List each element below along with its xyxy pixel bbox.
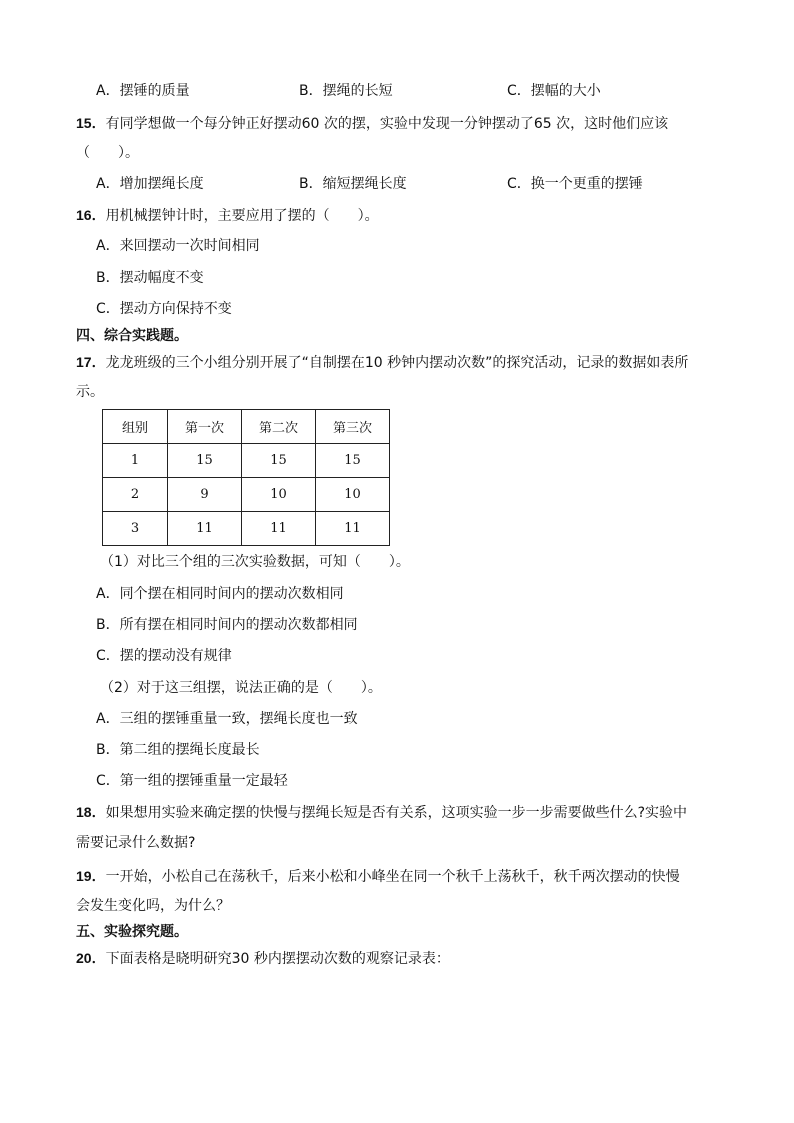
q17-sub-question-2: （2）对于这三组摆，说法正确的是（ ）。 (100, 680, 382, 696)
question-text: 如果想用实验来确定摆的快慢与摆绳长短是否有关系，这项实验一步一步需要做些什么?实验中 (105, 805, 688, 821)
q14-option-b: B．摆绳的长短 (299, 83, 393, 99)
q15-option-c: C．换一个更重的摆锤 (507, 176, 643, 192)
question-17-line2: 示。 (76, 384, 104, 400)
q17-sub-question-1: （1）对比三个组的三次实验数据，可知（ ）。 (100, 554, 410, 570)
table-cell: 1 (103, 444, 168, 478)
question-text: 龙龙班级的三个小组分别开展了“自制摆在10 秒钟内摆动次数”的探究活动，记录的数据如表所 (105, 355, 689, 371)
table-cell: 15 (168, 444, 242, 478)
question-text: 有同学想做一个每分钟正好摆动60 次的摆，实验中发现一分钟摆动了65 次，这时他们应该 (105, 116, 669, 132)
q17-sub2-option-a: A．三组的摆锤重量一致，摆绳长度也一致 (96, 711, 358, 727)
table-header-cell: 组别 (103, 410, 168, 444)
q17-sub1-option-a: A．同个摆在相同时间内的摆动次数相同 (96, 586, 344, 602)
table-header-cell: 第一次 (168, 410, 242, 444)
question-18-line2: 需要记录什么数据? (76, 835, 196, 851)
table-row (103, 444, 390, 478)
question-number: 20． (76, 950, 106, 966)
question-19 (76, 866, 680, 887)
table-row (103, 478, 390, 512)
table-cell: 3 (103, 512, 168, 546)
section-heading-4: 四、综合实践题。 (76, 328, 188, 344)
question-text: 下面表格是晓明研究30 秒内摆摆动次数的观察记录表： (105, 951, 450, 967)
section-heading-5: 五、实验探究题。 (76, 924, 188, 940)
table-cell: 15 (242, 444, 316, 478)
q14-option-a: A．摆锤的质量 (96, 83, 190, 99)
question-17 (76, 352, 688, 373)
q17-sub2-option-b: B．第二组的摆绳长度最长 (96, 742, 260, 758)
table-cell: 10 (242, 478, 316, 512)
table-header-cell: 第二次 (242, 410, 316, 444)
table-cell: 11 (242, 512, 316, 546)
q15-option-a: A．增加摆绳长度 (96, 176, 204, 192)
table-cell: 15 (316, 444, 390, 478)
q16-option-a: A．来回摆动一次时间相同 (96, 238, 260, 254)
question-number: 16． (76, 207, 106, 223)
q16-option-b: B．摆动幅度不变 (96, 270, 204, 286)
question-number: 19． (76, 868, 106, 884)
table-cell: 2 (103, 478, 168, 512)
table-row (103, 512, 390, 546)
table-header-row (103, 410, 390, 444)
q17-sub1-option-b: B．所有摆在相同时间内的摆动次数都相同 (96, 617, 358, 633)
q17-data-table (102, 409, 390, 546)
table-cell: 10 (316, 478, 390, 512)
question-text: 用机械摆钟计时，主要应用了摆的（ ）。 (105, 208, 379, 224)
question-18 (76, 802, 687, 823)
question-19-line2: 会发生变化吗，为什么？ (76, 898, 230, 914)
q17-sub1-option-c: C．摆的摆动没有规律 (96, 648, 232, 664)
question-16 (76, 205, 379, 226)
question-number: 17． (76, 354, 106, 370)
q16-option-c: C．摆动方向保持不变 (96, 301, 232, 317)
q15-option-b: B．缩短摆绳长度 (299, 176, 407, 192)
table-cell: 9 (168, 478, 242, 512)
table-header-cell: 第三次 (316, 410, 390, 444)
table-cell: 11 (316, 512, 390, 546)
question-text: 一开始，小松自己在荡秋千，后来小松和小峰坐在同一个秋千上荡秋千，秋千两次摆动的快慢 (105, 869, 680, 885)
table-cell: 11 (168, 512, 242, 546)
question-15 (76, 113, 668, 134)
question-number: 18． (76, 804, 106, 820)
q17-sub2-option-c: C．第一组的摆锤重量一定最轻 (96, 773, 288, 789)
question-20 (76, 948, 450, 969)
question-15-line2: （ ）。 (76, 145, 139, 161)
question-number: 15． (76, 115, 106, 131)
q14-option-c: C．摆幅的大小 (507, 83, 601, 99)
